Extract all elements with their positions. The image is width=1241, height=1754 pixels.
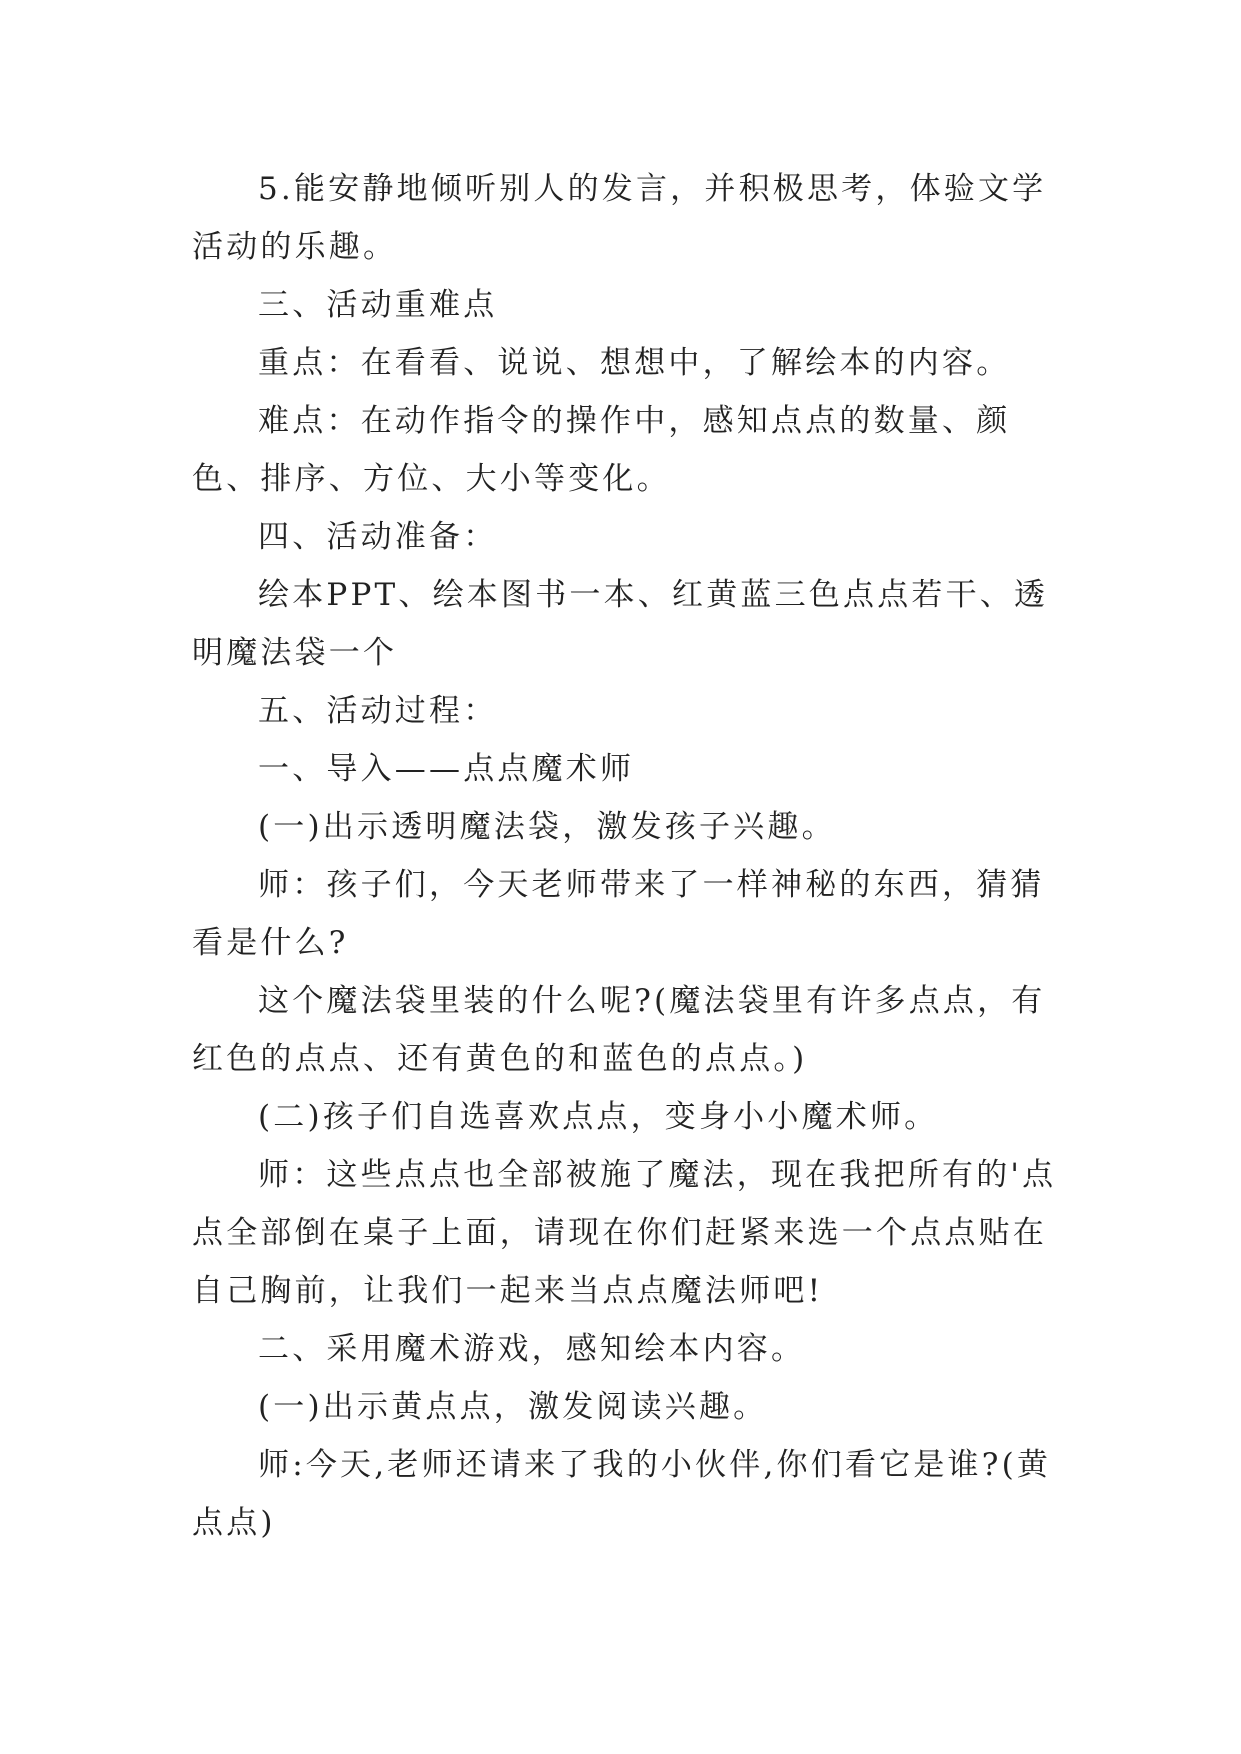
paragraph-goal-5: 5.能安静地倾听别人的发言，并积极思考，体验文学活动的乐趣。 [192,171,1047,265]
document-body [192,160,1060,1552]
heading-key-points: 三、活动重难点 [258,287,498,323]
heading-preparation: 四、活动准备： [258,519,498,555]
paragraph-difficulty: 难点：在动作指令的操作中，感知点点的数量、颜色、排序、方位、大小等变化。 [192,403,1011,497]
paragraph-key-point: 重点：在看看、说说、想想中，了解绘本的内容。 [258,345,1011,381]
subheading-magic-bag: (一)出示透明魔法袋，激发孩子兴趣。 [258,809,836,845]
paragraph-bag-contents: 这个魔法袋里装的什么呢?(魔法袋里有许多点点，有红色的点点、还有黄色的和蓝色的点点。) [192,983,1046,1077]
paragraph-materials: 绘本PPT、绘本图书一本、红黄蓝三色点点若干、透明魔法袋一个 [192,577,1049,671]
paragraph-teacher-magic: 师：这些点点也全部被施了魔法，现在我把所有的'点点全部倒在桌子上面，请现在你们赶紧来选一个点点贴在自己胸前，让我们一起来当点点魔法师吧! [192,1157,1057,1309]
paragraph-teacher-question: 师：孩子们，今天老师带来了一样神秘的东西，猜猜看是什么? [192,867,1045,961]
paragraph-teacher-friend: 师:今天,老师还请来了我的小伙伴,你们看它是谁?(黄点点) [192,1447,1052,1541]
heading-intro: 一、导入——点点魔术师 [258,751,635,787]
heading-process: 五、活动过程： [258,693,498,729]
heading-magic-game: 二、采用魔术游戏，感知绘本内容。 [258,1331,806,1367]
subheading-choose-dots: (二)孩子们自选喜欢点点，变身小小魔术师。 [258,1099,939,1135]
subheading-yellow-dot: (一)出示黄点点，激发阅读兴趣。 [258,1389,768,1425]
